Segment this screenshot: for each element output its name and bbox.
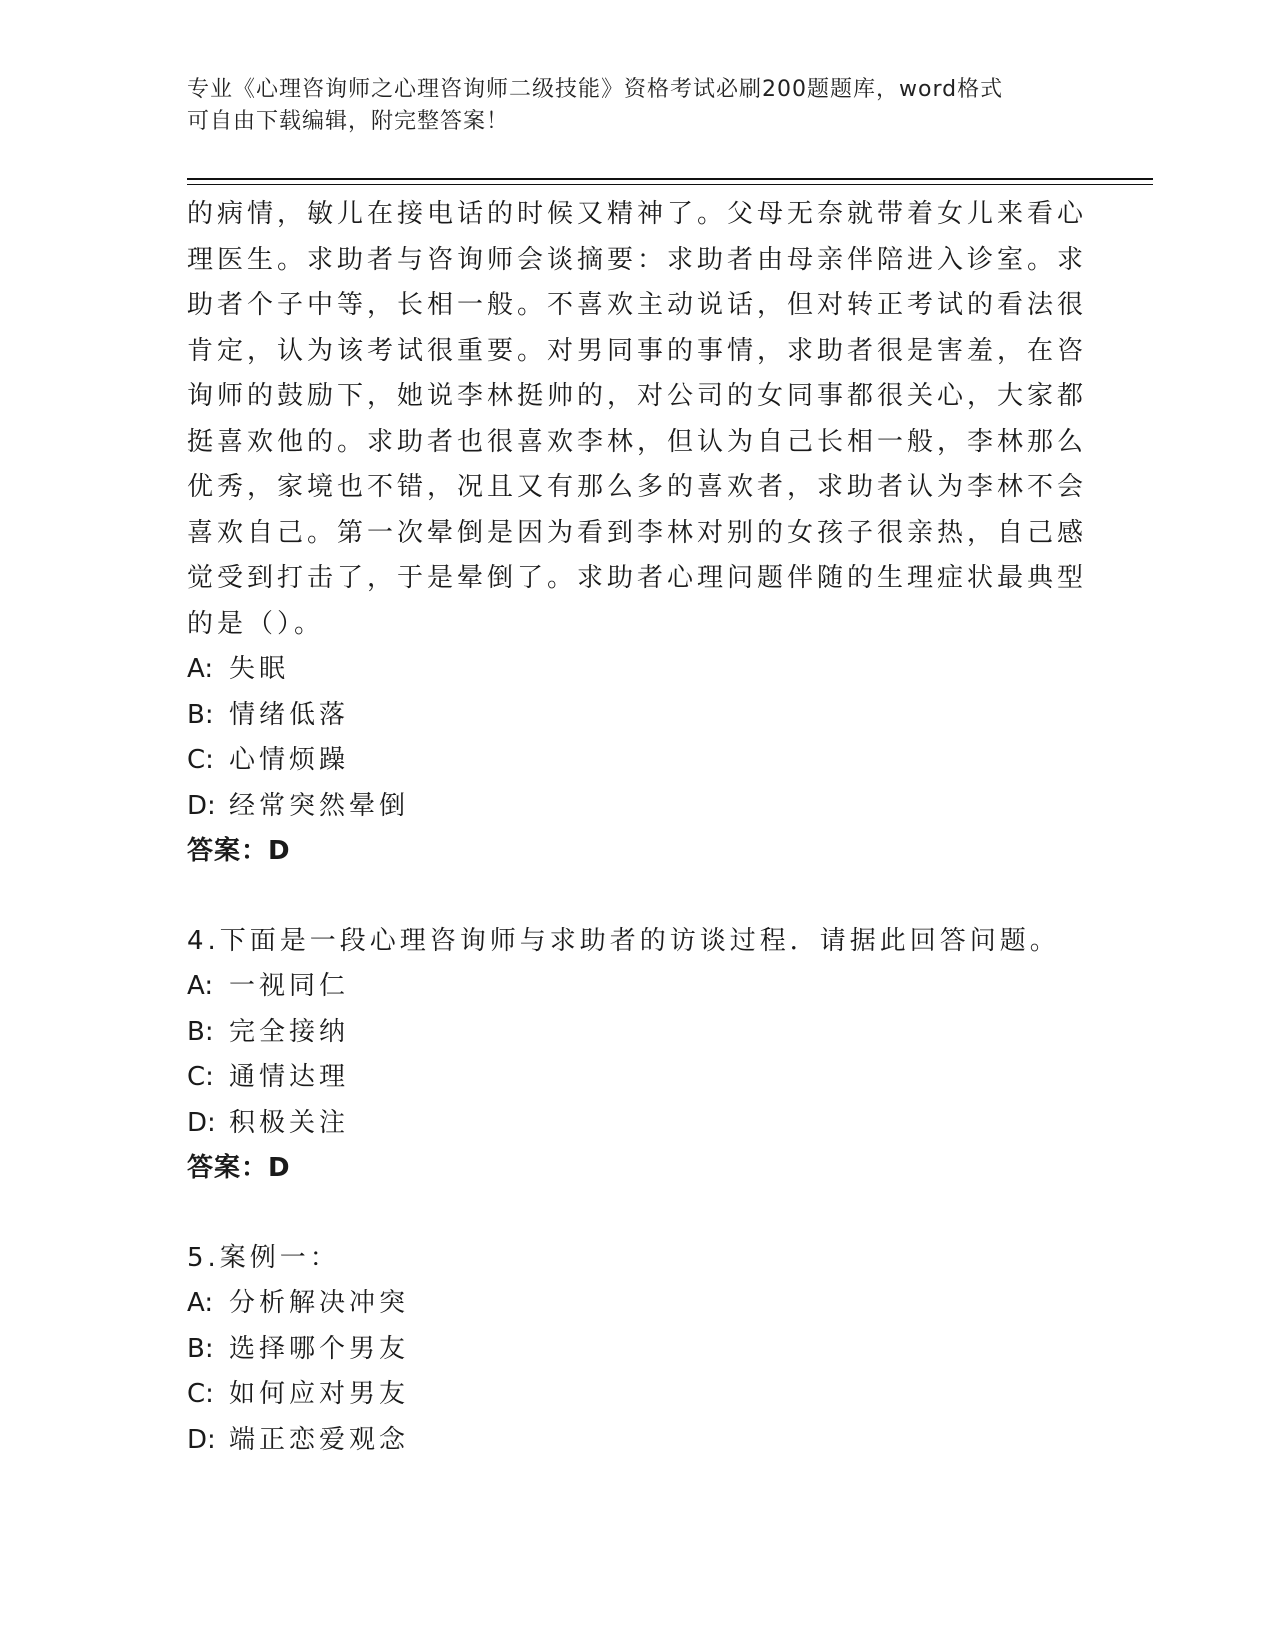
option-b	[187, 1327, 1067, 1373]
document-body	[187, 192, 1088, 1463]
option-text: 选择哪个男友	[229, 1333, 410, 1364]
option-letter: C:	[187, 745, 214, 775]
question-5-title: 5.案例一：	[187, 1242, 340, 1273]
question-4-answer: 答案：D	[187, 1153, 291, 1183]
stem-line: 喜欢自己。第一次晕倒是因为看到李林对别的女孩子很亲热，自己感	[187, 517, 1088, 548]
option-text: 一视同仁	[229, 971, 350, 1001]
option-a	[187, 647, 1067, 693]
option-c	[187, 738, 1067, 784]
option-text: 经常突然晕倒	[229, 790, 410, 821]
header-divider-thick	[187, 178, 1153, 180]
header-divider-thin	[187, 184, 1153, 185]
option-d	[187, 1101, 1067, 1147]
option-letter: A:	[187, 1288, 214, 1318]
stem-line: 的病情，敏儿在接电话的时候又精神了。父母无奈就带着女儿来看心	[187, 199, 1088, 229]
option-letter: A:	[187, 971, 214, 1001]
question-4-title: 4.下面是一段心理咨询师与求助者的访谈过程．请据此回答问题。	[187, 925, 1060, 956]
option-text: 心情烦躁	[229, 745, 350, 775]
option-letter: C:	[187, 1062, 214, 1092]
document-header	[187, 74, 1087, 138]
option-text: 通情达理	[229, 1062, 350, 1092]
question-4-options	[187, 964, 1067, 1146]
stem-line: 助者个子中等，长相一般。不喜欢主动说话，但对转正考试的看法很	[187, 290, 1088, 320]
stem-line: 觉受到打击了，于是晕倒了。求助者心理问题伴随的生理症状最典型	[187, 563, 1088, 593]
option-letter: B:	[187, 1333, 214, 1364]
option-d	[187, 1418, 1067, 1464]
option-b	[187, 1010, 1067, 1056]
stem-line: 理医生。求助者与咨询师会谈摘要：求助者由母亲伴陪进入诊室。求	[187, 244, 1088, 275]
option-letter: B:	[187, 1016, 214, 1047]
option-letter: D:	[187, 1424, 216, 1455]
header-line-1: 专业《心理咨询师之心理咨询师二级技能》资格考试必刷200题题库，word格式	[187, 77, 1004, 102]
option-letter: C:	[187, 1379, 214, 1409]
option-a	[187, 964, 1067, 1010]
spacer	[187, 1192, 1067, 1236]
option-text: 分析解决冲突	[229, 1288, 410, 1318]
question-3-stem	[187, 192, 1088, 647]
option-text: 完全接纳	[229, 1016, 350, 1047]
stem-line: 询师的鼓励下，她说李林挺帅的，对公司的女同事都很关心，大家都	[187, 381, 1088, 411]
option-c	[187, 1372, 1067, 1418]
option-text: 失眠	[229, 654, 290, 684]
option-text: 情绪低落	[229, 699, 350, 730]
option-b	[187, 693, 1067, 739]
option-text: 端正恋爱观念	[229, 1424, 410, 1455]
option-letter: A:	[187, 654, 214, 684]
question-3-answer: 答案：D	[187, 836, 291, 866]
option-letter: B:	[187, 699, 214, 730]
stem-line: 肯定，认为该考试很重要。对男同事的事情，求助者很是害羞，在咨	[187, 335, 1088, 366]
option-text: 如何应对男友	[229, 1379, 410, 1409]
option-text: 积极关注	[229, 1107, 350, 1138]
option-d	[187, 784, 1067, 830]
question-3-options	[187, 647, 1067, 829]
header-line-2: 可自由下载编辑，附完整答案！	[187, 109, 510, 134]
question-5-options	[187, 1281, 1067, 1463]
stem-line: 优秀，家境也不错，况且又有那么多的喜欢者，求助者认为李林不会	[187, 472, 1088, 502]
option-a	[187, 1281, 1067, 1327]
option-letter: D:	[187, 1107, 216, 1138]
option-c	[187, 1055, 1067, 1101]
stem-line: 挺喜欢他的。求助者也很喜欢李林，但认为自己长相一般，李林那么	[187, 426, 1088, 457]
option-letter: D:	[187, 790, 216, 821]
stem-line: 的是（）。	[187, 608, 325, 639]
spacer	[187, 875, 1067, 919]
